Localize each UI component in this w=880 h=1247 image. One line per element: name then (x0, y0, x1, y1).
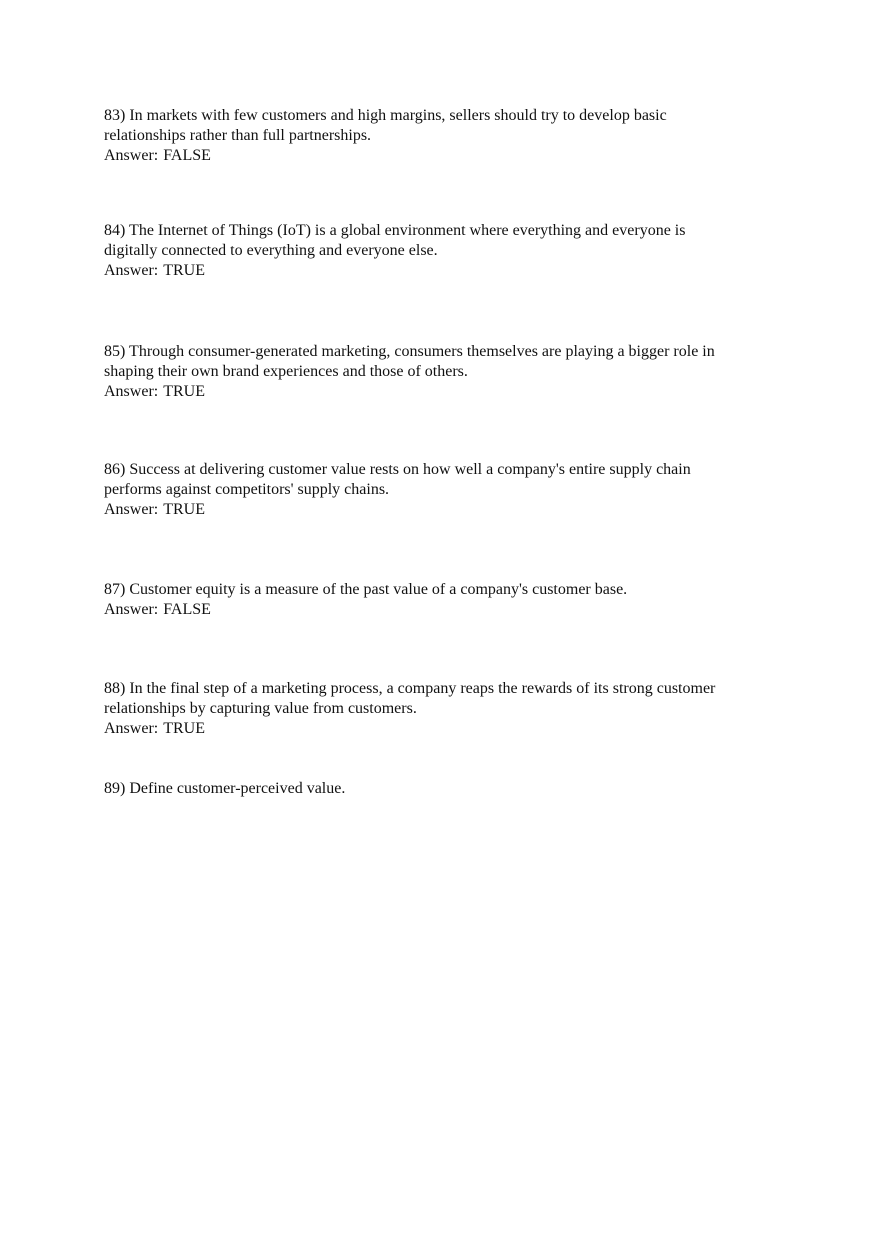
answer-label: Answer: (104, 262, 159, 279)
question-body: Define customer-perceived value. (129, 780, 346, 797)
answer-value: TRUE (163, 501, 205, 518)
question-87 (104, 580, 784, 620)
question-text (104, 221, 784, 261)
question-number: 89) (104, 780, 126, 797)
question-text (104, 342, 784, 382)
question-text (104, 460, 784, 500)
question-86 (104, 460, 784, 520)
answer-line (104, 146, 784, 166)
question-88 (104, 679, 784, 739)
question-84 (104, 221, 784, 281)
answer-line (104, 261, 784, 281)
question-body: Through consumer-generated marketing, consumers themselves are playing a bigger role in shaping their own brand experiences and those of others. (104, 343, 715, 380)
question-text (104, 106, 784, 146)
answer-label: Answer: (104, 601, 159, 618)
answer-line (104, 719, 784, 739)
question-number: 86) (104, 461, 126, 478)
answer-label: Answer: (104, 383, 159, 400)
question-body: The Internet of Things (IoT) is a global environment where everything and everyone is digitally connected to everything and everyone else. (104, 222, 686, 259)
answer-value: TRUE (163, 720, 205, 737)
answer-value: TRUE (163, 383, 205, 400)
answer-label: Answer: (104, 720, 159, 737)
question-text (104, 679, 784, 719)
answer-value: TRUE (163, 262, 205, 279)
question-85 (104, 342, 784, 402)
answer-line (104, 500, 784, 520)
question-89 (104, 779, 784, 799)
question-number: 85) (104, 343, 126, 360)
question-number: 83) (104, 107, 126, 124)
question-body: Success at delivering customer value rests on how well a company's entire supply chain performs against competitors' supply chains. (104, 461, 691, 498)
answer-label: Answer: (104, 147, 159, 164)
answer-value: FALSE (163, 147, 211, 164)
question-body: In the final step of a marketing process, a company reaps the rewards of its strong customer relationships by capturing value from customers. (104, 680, 716, 717)
question-body: In markets with few customers and high margins, sellers should try to develop basic relationships rather than full partnerships. (104, 107, 667, 144)
answer-line (104, 600, 784, 620)
answer-line (104, 382, 784, 402)
question-83 (104, 106, 784, 166)
answer-value: FALSE (163, 601, 211, 618)
question-text (104, 779, 784, 799)
question-body: Customer equity is a measure of the past value of a company's customer base. (129, 581, 628, 598)
question-number: 84) (104, 222, 126, 239)
question-number: 87) (104, 581, 126, 598)
question-text (104, 580, 784, 600)
question-number: 88) (104, 680, 126, 697)
answer-label: Answer: (104, 501, 159, 518)
